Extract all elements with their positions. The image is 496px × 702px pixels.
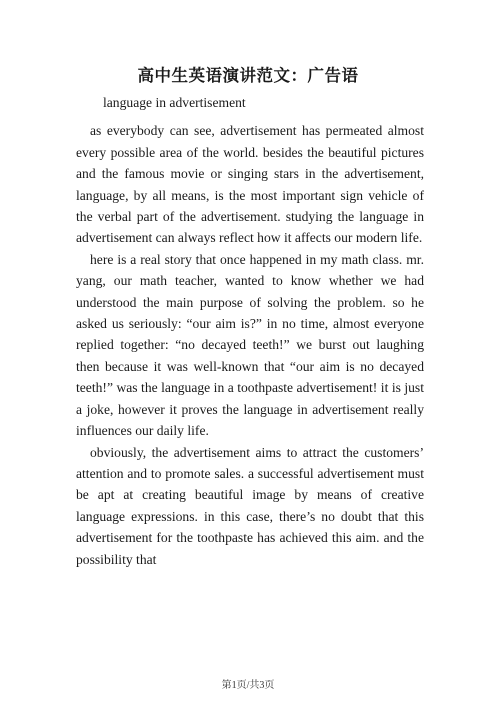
paragraph: as everybody can see, advertisement has permeated almost every possible area of the world. besides the beautiful pictures and the famous movie or singing stars in the advertisement, language, by all means, is the most important sign vehicle of the verbal part of the advertisement. studying the language in advertisement can always reflect how it affects our modern life. — [76, 123, 424, 246]
paragraph: obviously, the advertisement aims to attract the customers’ attention and to promote sales. a successful advertisement must be apt at creating beautiful image by means of creative language expressions. in this case, there’s no doubt that this advertisement for the toothpaste has achieved this aim. and the possibility that — [76, 444, 424, 567]
paragraph: here is a real story that once happened in my math class. mr. yang, our math teacher, wanted to know whether we had understood the main purpose of solving the problem. so he asked us seriously: “our aim is?” in no time, almost everyone replied together: “no decayed teeth!” we burst out laughing then because it was well-known that “our aim is no decayed teeth!” was the language in a toothpaste advertisement! it is just a joke, however it proves the language in advertisement really influences our daily life. — [76, 251, 424, 439]
page-number: 第1页/共3页 — [221, 680, 275, 691]
document-body — [76, 92, 424, 570]
document-title: 高中生英语演讲范文：广告语 — [137, 66, 359, 85]
document-subtitle: language in advertisement — [103, 95, 246, 110]
